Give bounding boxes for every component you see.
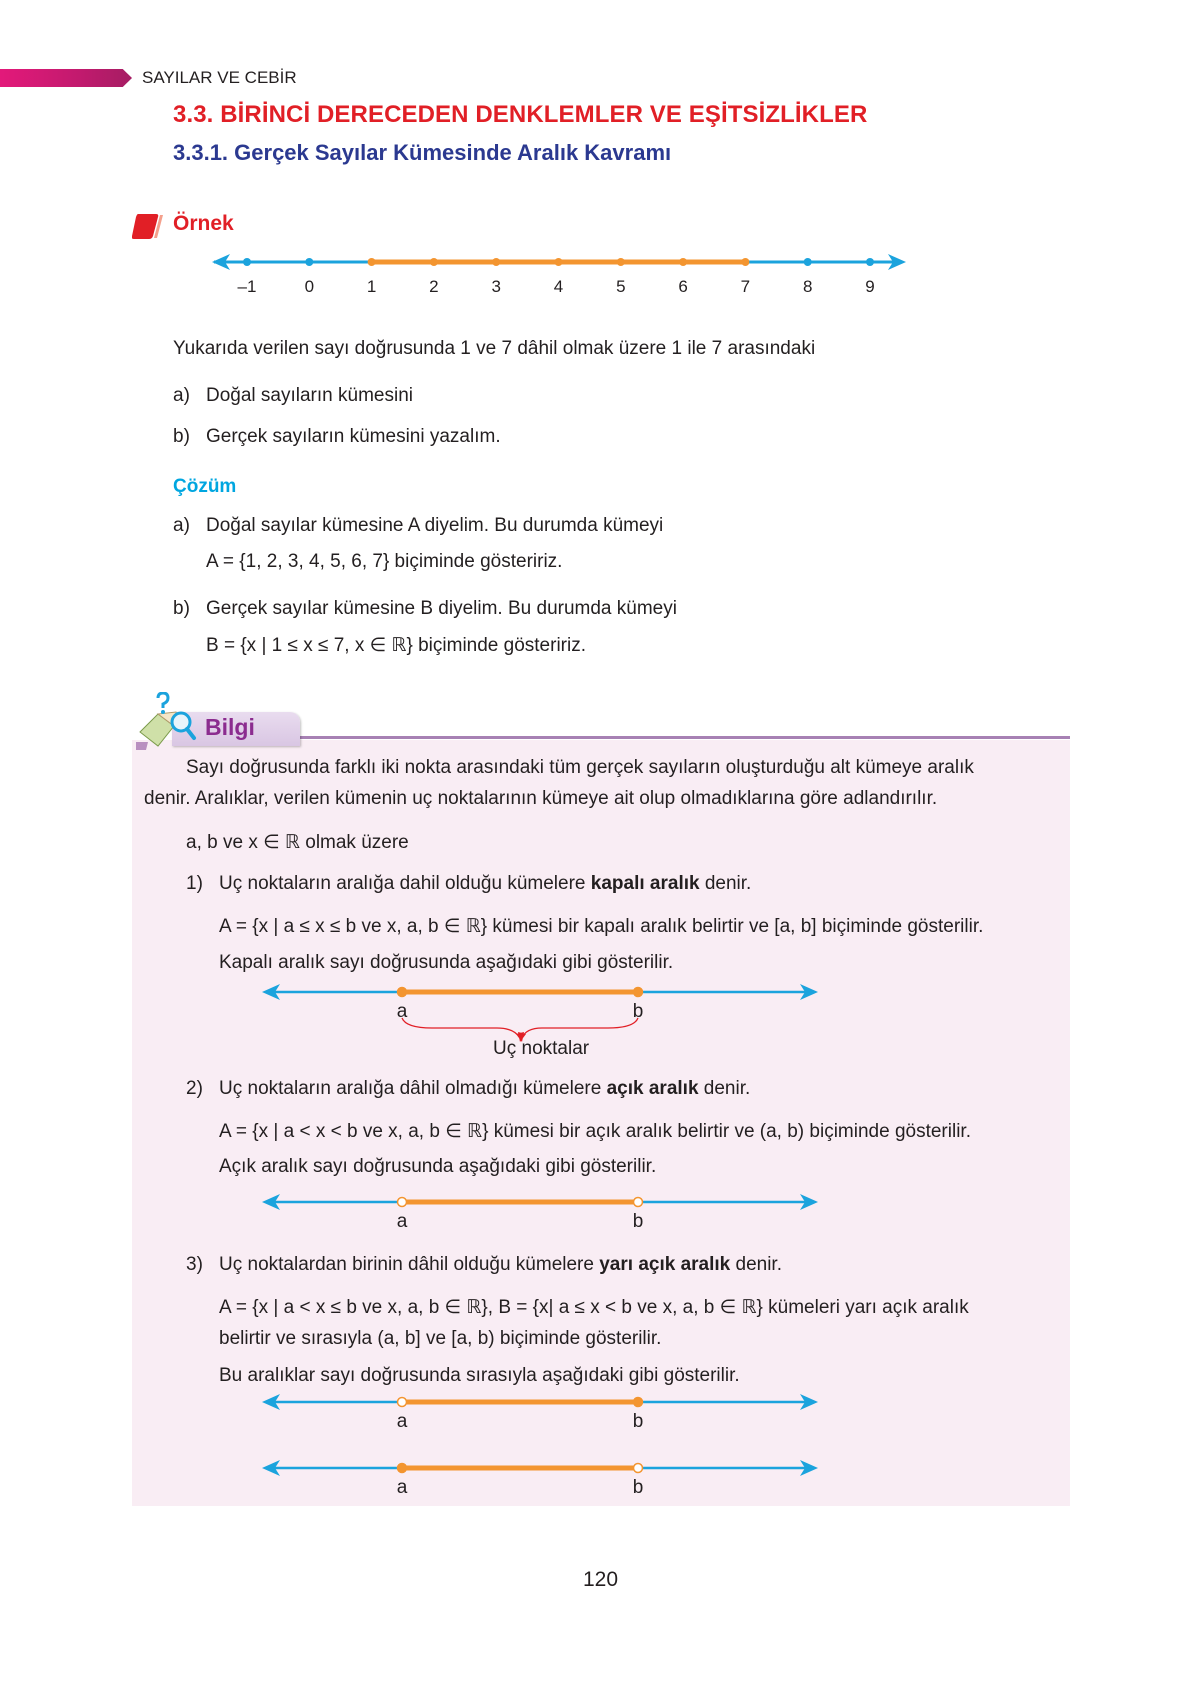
- open-def-pre: Uç noktaların aralığa dâhil olmadığı kümelere: [219, 1078, 607, 1099]
- half-open-number-line-right-open: [260, 1458, 860, 1510]
- endpoint-pointer-b: [522, 1018, 638, 1038]
- closed-endpoint-a: [398, 1464, 407, 1473]
- tick-point: [555, 258, 563, 266]
- endpoint-label-a: a: [396, 1411, 408, 1432]
- open-interval-definition: [219, 1078, 750, 1100]
- endpoint-label-b: b: [632, 1411, 644, 1432]
- closed-endpoint-b: [634, 1398, 643, 1407]
- solution-item-a-set: A = {1, 2, 3, 4, 5, 6, 7} biçiminde gösteririz.: [206, 551, 563, 572]
- tick-point: [679, 258, 687, 266]
- open-endpoint-b: [634, 1198, 643, 1207]
- example-item-b: Gerçek sayıların kümesini yazalım.: [206, 426, 501, 447]
- example-item-b-marker: b): [173, 426, 190, 447]
- closed-def-post: denir.: [699, 873, 752, 894]
- half-open-interval-caption: Bu aralıklar sayı doğrusunda sırasıyla aşağıdaki gibi gösterilir.: [219, 1365, 740, 1386]
- tick-point: [492, 258, 500, 266]
- closed-interval-marker: 1): [186, 873, 203, 894]
- example-item-a: Doğal sayıların kümesini: [206, 385, 413, 406]
- section-label: SAYILAR VE CEBİR: [142, 68, 297, 87]
- endpoint-pointer-a: [402, 1018, 520, 1038]
- open-endpoint-a: [398, 1198, 407, 1207]
- info-book-magnifier-icon: [136, 692, 202, 750]
- half-open-number-line-left-open: [260, 1392, 860, 1444]
- endpoint-label-b: b: [632, 1001, 644, 1022]
- open-interval-number-line: [260, 1192, 860, 1244]
- closed-endpoint-a: [398, 988, 407, 997]
- tick-label: 0: [304, 277, 315, 296]
- tick-point: [741, 258, 749, 266]
- example-label: Örnek: [173, 212, 234, 235]
- closed-endpoint-b: [634, 988, 643, 997]
- tick-label: 8: [802, 277, 813, 296]
- tick-label: 5: [616, 277, 626, 296]
- open-interval-caption: Açık aralık sayı doğrusunda aşağıdaki gibi gösterilir.: [219, 1156, 657, 1177]
- info-paragraph-line1: Sayı doğrusunda farklı iki nokta arasındaki tüm gerçek sayıların oluşturduğu alt kümeye aralık: [186, 757, 974, 778]
- endpoint-label-a: a: [396, 1477, 408, 1498]
- endpoints-label: Uç noktalar: [493, 1038, 590, 1059]
- half-open-interval-set-line1: A = {x | a < x ≤ b ve x, a, b ∈ ℝ}, B = {x| a ≤ x < b ve x, a, b ∈ ℝ} kümeleri yarı açık aralık: [219, 1297, 969, 1318]
- example-icon: [132, 212, 166, 240]
- tick-point: [243, 258, 251, 266]
- info-header-rule: [300, 736, 1070, 739]
- example-intro: Yukarıda verilen sayı doğrusunda 1 ve 7 dâhil olmak üzere 1 ile 7 arasındaki: [173, 338, 816, 359]
- endpoint-label-a: a: [396, 1001, 408, 1022]
- half-open-def-term: yarı açık aralık: [599, 1254, 731, 1275]
- solution-item-b-set: B = {x | 1 ≤ x ≤ 7, x ∈ ℝ} biçiminde gösteririz.: [206, 635, 586, 656]
- info-paragraph-line2: denir. Aralıklar, verilen kümenin uç noktalarının kümeye ait olup olmadıklarına göre adlandırılır.: [144, 788, 938, 809]
- tick-label: 6: [678, 277, 688, 296]
- tick-label: 2: [429, 277, 439, 296]
- half-open-interval-marker: 3): [186, 1254, 203, 1275]
- open-def-term: açık aralık: [606, 1078, 699, 1099]
- open-def-post: denir.: [698, 1078, 751, 1099]
- page-number: 120: [583, 1568, 619, 1591]
- half-open-def-pre: Uç noktalardan birinin dâhil olduğu kümelere: [219, 1254, 600, 1275]
- example-item-a-marker: a): [173, 385, 190, 406]
- tick-point: [305, 258, 313, 266]
- closed-interval-definition: [219, 873, 751, 895]
- info-label: Bilgi: [205, 714, 255, 740]
- chapter-title: 3.3. BİRİNCİ DERECEDEN DENKLEMLER VE EŞİTSİZLİKLER: [173, 101, 868, 128]
- subsection-title: 3.3.1. Gerçek Sayılar Kümesinde Aralık Kavramı: [173, 140, 672, 165]
- tick-label: 1: [366, 277, 377, 296]
- tick-label: 9: [865, 277, 875, 296]
- section-tab-marker: [0, 69, 132, 87]
- tick-label: 4: [553, 277, 564, 296]
- closed-interval-set: A = {x | a ≤ x ≤ b ve x, a, b ∈ ℝ} kümesi bir kapalı aralık belirtir ve [a, b] biçiminde gösterilir.: [219, 916, 984, 937]
- closed-def-term: kapalı aralık: [590, 873, 700, 894]
- open-interval-marker: 2): [186, 1078, 203, 1099]
- closed-interval-caption: Kapalı aralık sayı doğrusunda aşağıdaki gibi gösterilir.: [219, 952, 674, 973]
- solution-item-a-marker: a): [173, 515, 190, 536]
- closed-def-pre: Uç noktaların aralığa dahil olduğu kümelere: [219, 873, 591, 894]
- open-endpoint-a: [398, 1398, 407, 1407]
- endpoint-label-b: b: [632, 1477, 644, 1498]
- solution-item-b-line1: Gerçek sayılar kümesine B diyelim. Bu durumda kümeyi: [206, 598, 677, 619]
- open-interval-set: A = {x | a < x < b ve x, a, b ∈ ℝ} kümesi bir açık aralık belirtir ve (a, b) biçiminde gösterilir.: [219, 1121, 971, 1142]
- half-open-def-post: denir.: [730, 1254, 782, 1275]
- tick-label: 7: [740, 277, 751, 296]
- tick-point: [430, 258, 438, 266]
- endpoint-label-a: a: [396, 1211, 408, 1232]
- solution-item-b-marker: b): [173, 598, 190, 619]
- tick-point: [804, 258, 812, 266]
- open-endpoint-b: [634, 1464, 643, 1473]
- info-condition: a, b ve x ∈ ℝ olmak üzere: [186, 832, 409, 853]
- tick-point: [368, 258, 376, 266]
- half-open-interval-definition: [219, 1254, 782, 1276]
- tick-label: –1: [237, 277, 257, 296]
- example-number-line: [210, 252, 910, 300]
- endpoint-label-b: b: [632, 1211, 644, 1232]
- half-open-interval-set-line2: belirtir ve sırasıyla (a, b] ve [a, b) biçiminde gösterilir.: [219, 1328, 662, 1349]
- tick-point: [617, 258, 625, 266]
- tick-point: [866, 258, 874, 266]
- tick-label: 3: [491, 277, 501, 296]
- solution-item-a-line1: Doğal sayılar kümesine A diyelim. Bu durumda kümeyi: [206, 515, 664, 536]
- solution-label: Çözüm: [173, 476, 237, 497]
